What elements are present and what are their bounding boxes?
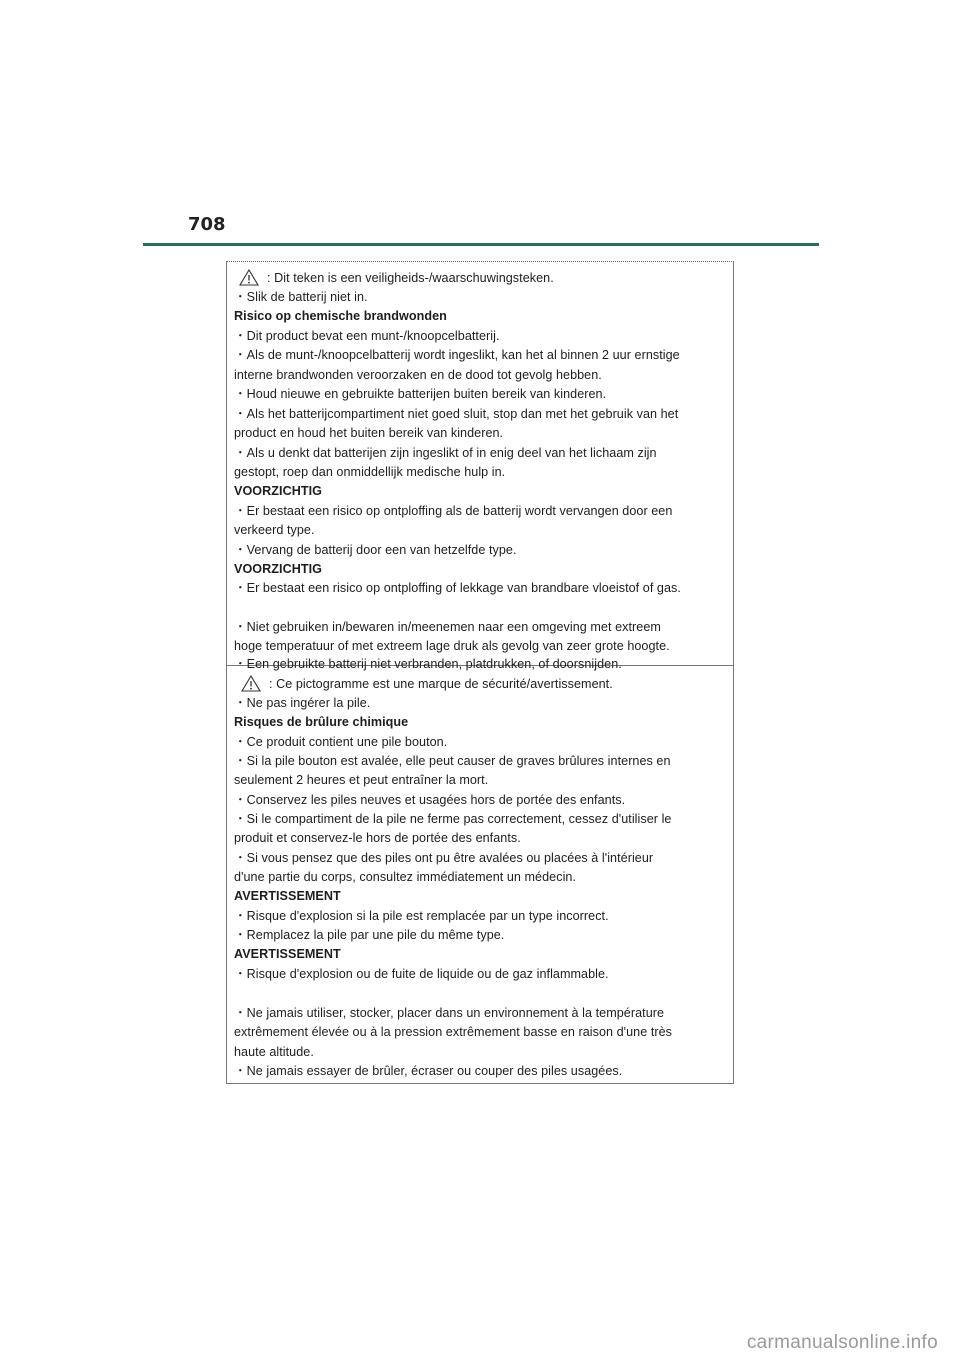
french-line: ・Ne jamais essayer de brûler, écraser ou couper des piles usagées. (234, 1064, 623, 1078)
french-heading: Risques de brûlure chimique (234, 715, 409, 729)
french-line: ・Ce produit contient une pile bouton. (234, 735, 448, 749)
french-line: ・Conservez les piles neuves et usagées hors de portée des enfants. (234, 793, 626, 807)
warning-triangle-icon (239, 269, 259, 286)
dutch-line: ・Dit product bevat een munt-/knoopcelbatterij. (234, 329, 500, 343)
dutch-line: ・Vervang de batterij door een van hetzelfde type. (234, 543, 517, 557)
french-line: seulement 2 heures et peut entraîner la mort. (234, 773, 489, 787)
dutch-line: ・Er bestaat een risico op ontploffing als de batterij wordt vervangen door een (234, 504, 673, 518)
dutch-line: ・Houd nieuwe en gebruikte batterijen buiten bereik van kinderen. (234, 387, 607, 401)
french-line: extrêmement élevée ou à la pression extrêmement basse en raison d'une très (234, 1025, 673, 1039)
dutch-line: ・Als het batterijcompartiment niet goed sluit, stop dan met het gebruik van het (234, 407, 679, 421)
dutch-line: ・Er bestaat een risico op ontploffing of lekkage van brandbare vloeistof of gas. (234, 581, 681, 595)
dutch-line: hoge temperatuur of met extreem lage druk als gevolg van zeer grote hoogte. (234, 639, 670, 653)
french-line: ・Si vous pensez que des piles ont pu être avalées ou placées à l'intérieur (234, 851, 654, 865)
french-line: ・Risque d'explosion ou de fuite de liquide ou de gaz inflammable. (234, 967, 609, 981)
french-line: ・Si le compartiment de la pile ne ferme pas correctement, cessez d'utiliser le (234, 812, 672, 826)
french-warning-box (226, 666, 734, 1084)
page-number: 708 (188, 214, 226, 235)
dutch-line: ・Als de munt-/knoopcelbatterij wordt ingeslikt, kan het al binnen 2 uur ernstige (234, 348, 680, 362)
dutch-line: ・Slik de batterij niet in. (234, 290, 368, 304)
dutch-heading: Risico op chemische brandwonden (234, 309, 447, 323)
dutch-line: ・Een gebruikte batterij niet verbranden, platdrukken, of doorsnijden. (234, 657, 622, 671)
french-line: ・Remplacez la pile par une pile du même type. (234, 928, 505, 942)
warning-triangle-icon (241, 675, 261, 692)
dutch-line: gestopt, roep dan onmiddellijk medische hulp in. (234, 465, 506, 479)
french-line: ・Ne jamais utiliser, stocker, placer dans un environnement à la température (234, 1006, 665, 1020)
dutch-heading: VOORZICHTIG (234, 484, 323, 498)
french-line: ・Risque d'explosion si la pile est remplacée par un type incorrect. (234, 909, 609, 923)
french-warning-symbol-text: : Ce pictogramme est une marque de sécurité/avertissement. (269, 676, 613, 691)
french-heading: AVERTISSEMENT (234, 947, 341, 961)
french-line: ・Ne pas ingérer la pile. (234, 696, 371, 710)
french-heading: AVERTISSEMENT (234, 889, 341, 903)
dutch-heading: VOORZICHTIG (234, 562, 323, 576)
dutch-line: ・Niet gebruiken in/bewaren in/meenemen naar een omgeving met extreem (234, 620, 661, 634)
french-warning-symbol-line (241, 675, 729, 692)
dutch-line: verkeerd type. (234, 523, 315, 537)
dutch-warning-box (226, 261, 734, 671)
french-line: produit et conservez-le hors de portée des enfants. (234, 831, 521, 845)
dutch-line: ・Als u denkt dat batterijen zijn ingeslikt of in enig deel van het lichaam zijn (234, 446, 657, 460)
french-line: haute altitude. (234, 1045, 314, 1059)
french-line: ・Si la pile bouton est avalée, elle peut causer de graves brûlures internes en (234, 754, 671, 768)
dutch-line: interne brandwonden veroorzaken en de dood tot gevolg hebben. (234, 368, 602, 382)
watermark-link[interactable]: carmanualsonline.info (746, 1332, 938, 1353)
dutch-warning-symbol-text: : Dit teken is een veiligheids-/waarschuwingsteken. (267, 270, 554, 285)
dutch-warning-symbol-line (239, 269, 729, 286)
dutch-line: product en houd het buiten bereik van kinderen. (234, 426, 504, 440)
header-rule (143, 243, 819, 246)
french-line: d'une partie du corps, consultez immédiatement un médecin. (234, 870, 577, 884)
